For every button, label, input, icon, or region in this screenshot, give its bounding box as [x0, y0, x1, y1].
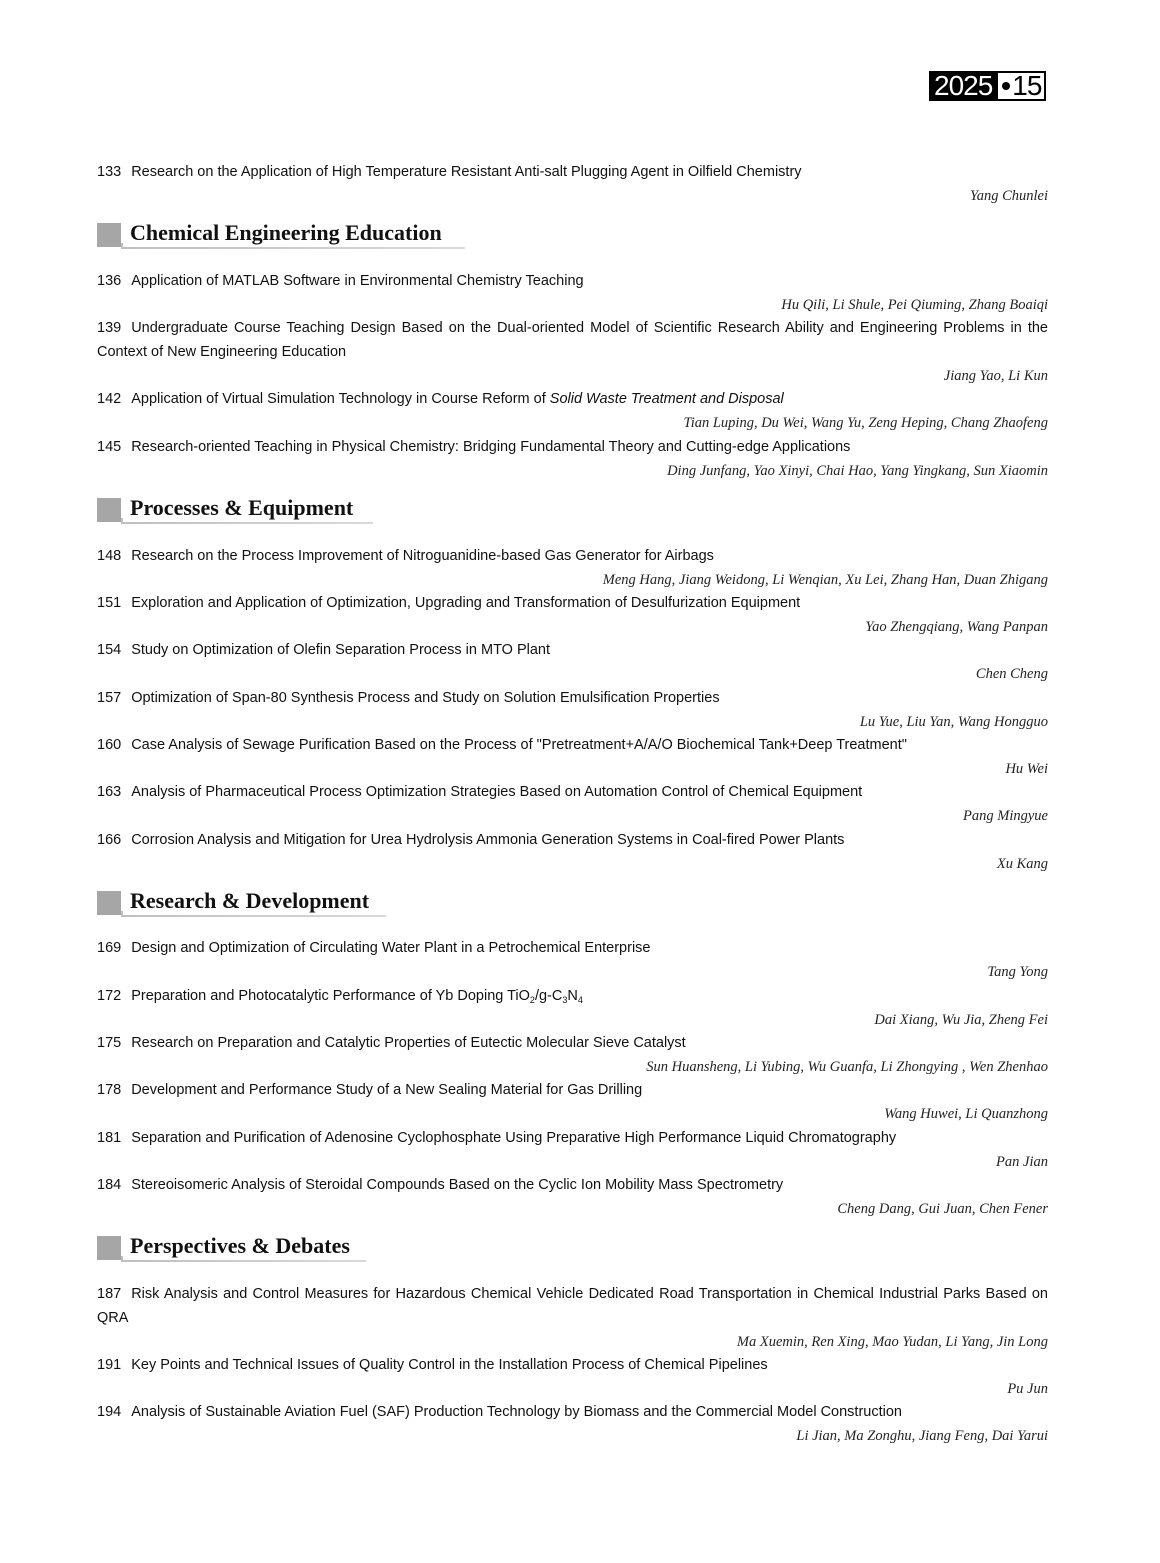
section-underline — [121, 522, 373, 524]
section-marker-icon — [97, 891, 121, 915]
page-number: 175 — [97, 1035, 122, 1051]
article-authors: Lu Yue, Liu Yan, Wang Hongguo — [859, 714, 1048, 730]
section-marker-icon — [97, 498, 121, 522]
article-authors: Dai Xiang, Wu Jia, Zheng Fei — [874, 1012, 1048, 1028]
toc-entry[interactable] — [97, 1078, 1048, 1126]
article-title[interactable]: Analysis of Pharmaceutical Process Optimization Strategies Based on Automation Control of Chemical Equipment — [131, 784, 863, 800]
article-title[interactable]: Risk Analysis and Control Measures for Hazardous Chemical Vehicle Dedicated Road Transportation in Chemical Industrial Parks Based on QRA — [97, 1286, 1048, 1326]
issue-year: 2025 — [931, 73, 998, 99]
toc-entry[interactable] — [97, 936, 1048, 984]
page-number: 169 — [97, 940, 122, 956]
issue-badge — [929, 71, 1046, 101]
article-authors: Ma Xuemin, Ren Xing, Mao Yudan, Li Yang, Jin Long — [736, 1334, 1048, 1350]
toc-entry[interactable] — [97, 387, 1048, 435]
article-authors: Tian Luping, Du Wei, Wang Yu, Zeng Heping, Chang Zhaofeng — [683, 415, 1048, 431]
toc-entry[interactable] — [97, 828, 1048, 876]
page-number: 151 — [97, 595, 122, 611]
article-title[interactable]: Research on the Application of High Temperature Resistant Anti-salt Plugging Agent in Oilfield Chemistry — [131, 164, 802, 180]
page-number: 163 — [97, 784, 122, 800]
section-marker-icon — [97, 1236, 121, 1260]
article-authors: Hu Wei — [1005, 761, 1048, 777]
article-authors: Pu Jun — [1007, 1381, 1048, 1397]
section-title: Perspectives & Debates — [130, 1233, 350, 1258]
article-authors: Yao Zhengqiang, Wang Panpan — [865, 619, 1048, 635]
article-authors: Li Jian, Ma Zonghu, Jiang Feng, Dai Yarui — [796, 1428, 1048, 1444]
page-number: 166 — [97, 832, 122, 848]
toc-entry[interactable] — [97, 316, 1048, 388]
issue-number: 15 — [1012, 70, 1042, 101]
page-number: 194 — [97, 1404, 122, 1420]
article-title[interactable]: Application of MATLAB Software in Environmental Chemistry Teaching — [131, 273, 584, 289]
article-title[interactable]: Optimization of Span-80 Synthesis Process and Study on Solution Emulsification Properties — [131, 690, 720, 706]
toc-entry[interactable] — [97, 1400, 1048, 1448]
article-authors: Pang Mingyue — [963, 808, 1048, 824]
article-title[interactable]: Study on Optimization of Olefin Separation Process in MTO Plant — [131, 642, 551, 658]
article-title-italic[interactable]: Solid Waste Treatment and Disposal — [549, 391, 784, 407]
article-authors: Tang Yong — [987, 964, 1048, 980]
article-title[interactable]: Exploration and Application of Optimization, Upgrading and Transformation of Desulfurization Equipment — [131, 595, 801, 611]
toc-entry[interactable] — [97, 733, 1048, 781]
toc-entry[interactable] — [97, 984, 1048, 1032]
page-number: 172 — [97, 988, 122, 1004]
page-number: 133 — [97, 164, 122, 180]
article-authors: Yang Chunlei — [969, 188, 1048, 204]
toc-entry[interactable] — [97, 591, 1048, 639]
toc-entry[interactable] — [97, 435, 1048, 483]
article-authors: Cheng Dang, Gui Juan, Chen Fener — [837, 1201, 1048, 1217]
article-title[interactable]: Research-oriented Teaching in Physical Chemistry: Bridging Fundamental Theory and Cutting-edge Applications — [131, 439, 851, 455]
article-title[interactable]: Case Analysis of Sewage Purification Based on the Process of "Pretreatment+A/A/O Biochemical Tank+Deep Treatment" — [131, 737, 907, 753]
article-title[interactable]: Undergraduate Course Teaching Design Based on the Dual-oriented Model of Scientific Research Ability and Engineering Problems in the Context of New Engineering Education — [97, 320, 1048, 360]
article-authors: Chen Cheng — [975, 666, 1048, 682]
page-number: 148 — [97, 548, 122, 564]
page-number: 157 — [97, 690, 122, 706]
article-title[interactable]: Separation and Purification of Adenosine Cyclophosphate Using Preparative High Performance Liquid Chromatography — [131, 1130, 897, 1146]
article-title[interactable]: Analysis of Sustainable Aviation Fuel (SAF) Production Technology by Biomass and the Commercial Model Construction — [131, 1404, 902, 1420]
article-title[interactable]: Stereoisomeric Analysis of Steroidal Compounds Based on the Cyclic Ion Mobility Mass Spectrometry — [131, 1177, 784, 1193]
page-number: 139 — [97, 320, 122, 336]
page-number: 154 — [97, 642, 122, 658]
article-title[interactable]: Application of Virtual Simulation Technology in Course Reform of — [131, 391, 546, 407]
section-title: Chemical Engineering Education — [130, 220, 442, 245]
article-authors: Xu Kang — [996, 856, 1048, 872]
toc-entry[interactable] — [97, 160, 1048, 208]
article-title[interactable]: Research on the Process Improvement of Nitroguanidine-based Gas Generator for Airbags — [131, 548, 714, 564]
page-number: 160 — [97, 737, 122, 753]
article-title[interactable]: Key Points and Technical Issues of Quality Control in the Installation Process of Chemical Pipelines — [131, 1357, 768, 1373]
section-underline — [121, 915, 386, 917]
toc-entry[interactable] — [97, 269, 1048, 317]
article-authors: Pan Jian — [996, 1154, 1048, 1170]
page-number: 181 — [97, 1130, 122, 1146]
page-number: 136 — [97, 273, 122, 289]
section-marker-icon — [97, 223, 121, 247]
issue-number-box — [998, 70, 1044, 101]
section-title: Processes & Equipment — [130, 495, 354, 520]
page-number: 178 — [97, 1082, 122, 1098]
toc-entry[interactable] — [97, 1031, 1048, 1079]
article-authors: Jiang Yao, Li Kun — [943, 368, 1048, 384]
section-title: Research & Development — [130, 888, 370, 913]
section-underline — [121, 247, 465, 249]
article-title[interactable]: Preparation and Photocatalytic Performance of Yb Doping $TiO_2/g-C_3N_4$ — [131, 988, 583, 1005]
page-number: 191 — [97, 1357, 122, 1373]
article-authors: Ding Junfang, Yao Xinyi, Chai Hao, Yang Yingkang, Sun Xiaomin — [667, 463, 1048, 479]
page-number: 187 — [97, 1286, 122, 1302]
page-number: 142 — [97, 391, 122, 407]
toc-entry[interactable] — [97, 544, 1048, 592]
article-authors: Sun Huansheng, Li Yubing, Wu Guanfa, Li Zhongying , Wen Zhenhao — [646, 1059, 1048, 1075]
toc-entry[interactable] — [97, 1126, 1048, 1174]
toc-entry[interactable] — [97, 1282, 1048, 1354]
toc-entry[interactable] — [97, 686, 1048, 734]
page-number: 145 — [97, 439, 122, 455]
article-authors: Hu Qili, Li Shule, Pei Qiuming, Zhang Boaiqi — [781, 297, 1048, 313]
toc-entry[interactable] — [97, 1353, 1048, 1401]
article-authors: Meng Hang, Jiang Weidong, Li Wenqian, Xu Lei, Zhang Han, Duan Zhigang — [602, 572, 1048, 588]
toc-entry[interactable] — [97, 638, 1048, 686]
article-authors: Wang Huwei, Li Quanzhong — [884, 1106, 1048, 1122]
toc-entry[interactable] — [97, 780, 1048, 828]
section-underline — [121, 1260, 366, 1262]
article-title[interactable]: Development and Performance Study of a New Sealing Material for Gas Drilling — [131, 1082, 643, 1098]
bullet-dot-icon — [1002, 82, 1010, 90]
toc-entry[interactable] — [97, 1173, 1048, 1221]
article-title[interactable]: Design and Optimization of Circulating Water Plant in a Petrochemical Enterprise — [131, 940, 651, 956]
article-title[interactable]: Corrosion Analysis and Mitigation for Urea Hydrolysis Ammonia Generation Systems in Coal-fired Power Plants — [131, 832, 845, 848]
page-number: 184 — [97, 1177, 122, 1193]
article-title[interactable]: Research on Preparation and Catalytic Properties of Eutectic Molecular Sieve Catalyst — [131, 1035, 686, 1051]
